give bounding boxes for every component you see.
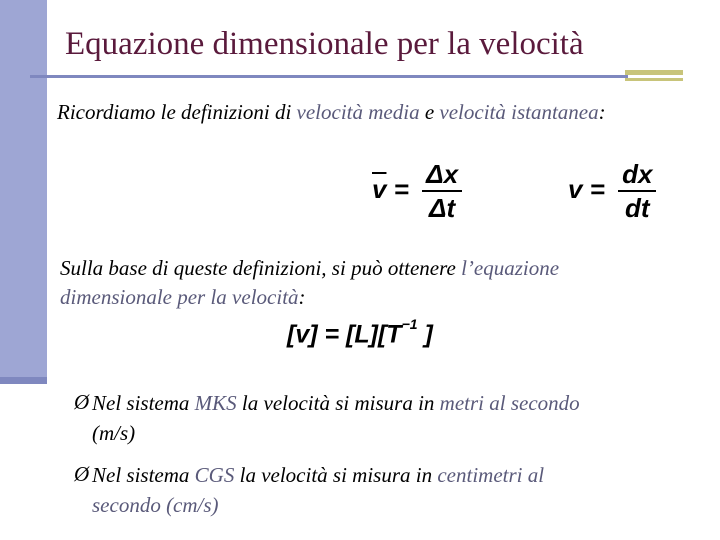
instant-velocity-formula [568, 158, 656, 224]
unit-cgs-abbrev: secondo (cm/s) [92, 493, 219, 517]
bullet-mks [92, 388, 580, 448]
instant-equals: = [589, 173, 605, 204]
title-underline [30, 75, 628, 78]
bullet-cgs [92, 460, 544, 520]
unit-mks: metri al secondo [439, 391, 580, 415]
para2-text: Sulla base di queste definizioni, si può ottenere [60, 256, 462, 280]
dim-eq-close: ] [417, 320, 433, 349]
bullet-cgs-text2: la velocità si misura in [234, 463, 438, 487]
second-paragraph [60, 254, 559, 312]
intro-paragraph [57, 100, 606, 125]
instant-denominator: dt [625, 193, 650, 223]
term-dimensional-equation: l’equazione [461, 256, 560, 280]
term-mean-velocity: velocità media [296, 100, 420, 124]
bullet-arrow-icon: Ø [74, 462, 90, 486]
bullet-cgs-text: Nel sistema [92, 463, 195, 487]
sidebar-edge [0, 377, 47, 384]
instant-v: v [568, 173, 583, 204]
bullet-mks-text: Nel sistema [92, 391, 195, 415]
dim-eq-main: [v] = [L][T [287, 320, 402, 349]
system-mks: MKS [194, 391, 237, 415]
mean-equals: = [393, 173, 409, 204]
system-cgs: CGS [194, 463, 235, 487]
title-accent-lower [625, 78, 683, 81]
mean-fraction [422, 158, 462, 224]
mean-numerator: Δx [422, 158, 462, 192]
left-sidebar-bar [0, 0, 47, 384]
title-accent [625, 70, 683, 75]
bullet-mks-text2: la velocità si misura in [236, 391, 440, 415]
dimensional-equation [287, 316, 433, 349]
instant-fraction [618, 158, 656, 224]
instant-numerator: dx [618, 158, 656, 192]
term-instant-velocity: velocità istantanea [439, 100, 599, 124]
intro-colon: : [598, 100, 606, 124]
dim-eq-exponent: −1 [401, 316, 418, 332]
bullet-arrow-icon: Ø [74, 390, 90, 414]
mean-velocity-formula [372, 158, 462, 224]
mean-v: $\overline{v}$ [372, 173, 387, 204]
intro-text-mid: e [419, 100, 440, 124]
unit-cgs: centimetri al [437, 463, 545, 487]
intro-text: Ricordiamo le definizioni di [57, 100, 297, 124]
para2-colon: : [298, 285, 306, 309]
slide-title: Equazione dimensionale per la velocità [65, 26, 584, 62]
unit-mks-abbrev: (m/s) [92, 421, 136, 445]
term-dimensional-velocity: dimensionale per la velocità [60, 285, 299, 309]
mean-denominator: Δt [429, 193, 456, 223]
